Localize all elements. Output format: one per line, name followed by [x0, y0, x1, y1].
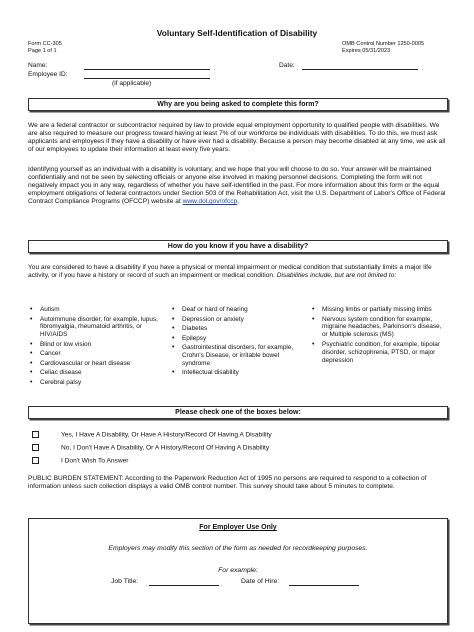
disability-list-col2 [172, 306, 308, 379]
date-of-hire-field[interactable] [289, 578, 359, 586]
ofccp-link[interactable]: www.dol.gov/ofccp [182, 198, 238, 206]
list-item: • Cerebral palsy [30, 378, 82, 386]
form-title: Voluntary Self-Identification of Disability [156, 28, 318, 38]
employer-box-note: Employers may modify this section of the form as needed for recordkeeping purposes. [108, 545, 368, 552]
why-paragraph-2-text: Identifying yourself as an individual with a disability is voluntary, and we hope that you will choose to do so. Your answer will be maintained confidentially and not be seen by selecting officials or anyone else involved in making personnel decisions. Completing the form will not negatively impact you in any way, regardless of whether you have self-identified in the past. For more information about this form or the equal employment obligations of federal contractors under Section 503 of the Rehabilitation Act, visit the U.S. Department of Labor's Office of Federal Contract Compliance Programs (OFCCP) website at [28, 166, 446, 206]
date-field[interactable] [302, 62, 418, 70]
option-no-row[interactable] [32, 444, 269, 452]
how-paragraph-text: You are considered to have a disability if you have a physical or mental impairment or medical condition that substantially limits a major life activity, or if you have a history or record of such an impairment or medical condition. [28, 264, 432, 280]
date-of-hire-label: Date of Hire: [241, 578, 280, 585]
checkbox-yes[interactable] [32, 431, 39, 438]
expiration-date: Expires 05/31/2023 [342, 48, 391, 54]
public-burden-statement: PUBLIC BURDEN STATEMENT: According to the Paperwork Reduction Act of 1995 no persons are required to respond to a collection of information unless such collection displays a valid OMB control number. This survey should take about 5 minutes to complete. [28, 475, 427, 491]
check-section-header: Please check one of the boxes below: [28, 406, 448, 419]
employee-id-field[interactable] [84, 71, 210, 79]
list-item: • Celiac disease [30, 369, 82, 377]
date-label: Date: [279, 62, 295, 69]
why-paragraph-2 [28, 166, 446, 206]
why-paragraph-1: We are a federal contractor or subcontractor required by law to provide equal employment opportunity to qualified people with disabilities. We are also required to measure our progress toward having at least 7% of our workforce be individuals with disabilities. To do this, we must ask applicants and employees if they have a disability or have ever had a disability. Because a person may become disabled at any time, we ask all of our employees to update their information at least every five years. [28, 122, 446, 154]
option-yes-row[interactable] [32, 431, 272, 439]
disability-list-col1 [30, 306, 168, 388]
option-yes-label: Yes, I Have A Disability, Or Have A History/Record Of Having A Disability [61, 431, 272, 439]
disability-list-col3 [312, 306, 446, 366]
period: . [237, 198, 240, 206]
list-item: • Psychiatric condition, for example, bipolar disorder, schizophrenia, PTSD, or major depression [312, 340, 440, 364]
checkbox-no[interactable] [32, 444, 39, 451]
list-item: • Cancer [30, 350, 61, 358]
omb-control-number: OMB Control Number 1250-0005 [342, 41, 425, 47]
how-section-header: How do you know if you have a disability? [28, 240, 448, 253]
employer-box-title: For Employer Use Only [199, 524, 277, 531]
if-applicable-note: (if applicable) [112, 80, 152, 87]
why-section-header: Why are you being asked to complete this form? [28, 98, 448, 111]
list-item: • Missing limbs or partially missing limbs [312, 306, 432, 313]
list-item: • Nervous system condition for example, migraine headaches, Parkinson's disease, or Multiple sclerosis (MS) [312, 315, 442, 339]
list-item: • Autoimmune disorder, for example, lupus, fibromyalgia, rheumatoid arthritis, or HIV/AIDS [30, 315, 158, 339]
list-item: • Gastrointestinal disorders, for example, Crohn's Disease, or irritable bowel syndrome [172, 344, 294, 367]
page-count: Page 1 of 1 [28, 48, 57, 54]
job-title-label: Job Title: [111, 578, 139, 585]
list-item: • Epilepsy [172, 334, 207, 342]
list-item: • Deaf or hard of hearing [172, 306, 248, 313]
how-paragraph-italic: Disabilities include, but are not limited to: [276, 272, 397, 280]
list-item: • Cardiovascular or heart disease [30, 359, 131, 367]
employer-use-box [28, 518, 448, 624]
list-item: • Diabetes [172, 325, 208, 332]
option-no-label: No, I Don't Have A Disability, Or A History/Record Of Having A Disability [61, 444, 270, 452]
option-decline-label: I Don't Wish To Answer [61, 457, 129, 465]
how-paragraph [28, 264, 446, 280]
list-item: • Blind or low vision [30, 340, 92, 348]
job-title-field[interactable] [149, 578, 219, 586]
list-item: • Depression or anxiety [172, 315, 244, 323]
name-label: Name: [28, 62, 48, 69]
employer-box-example: For example: [218, 567, 258, 574]
form-number: Form CC-305 [28, 41, 62, 47]
checkbox-decline[interactable] [32, 457, 39, 464]
list-item: • Autism [30, 306, 60, 313]
employee-id-label: Employee ID: [28, 71, 68, 78]
option-decline-row[interactable] [32, 457, 128, 465]
name-field[interactable] [84, 62, 210, 70]
list-item: • Intellectual disability [172, 369, 239, 377]
